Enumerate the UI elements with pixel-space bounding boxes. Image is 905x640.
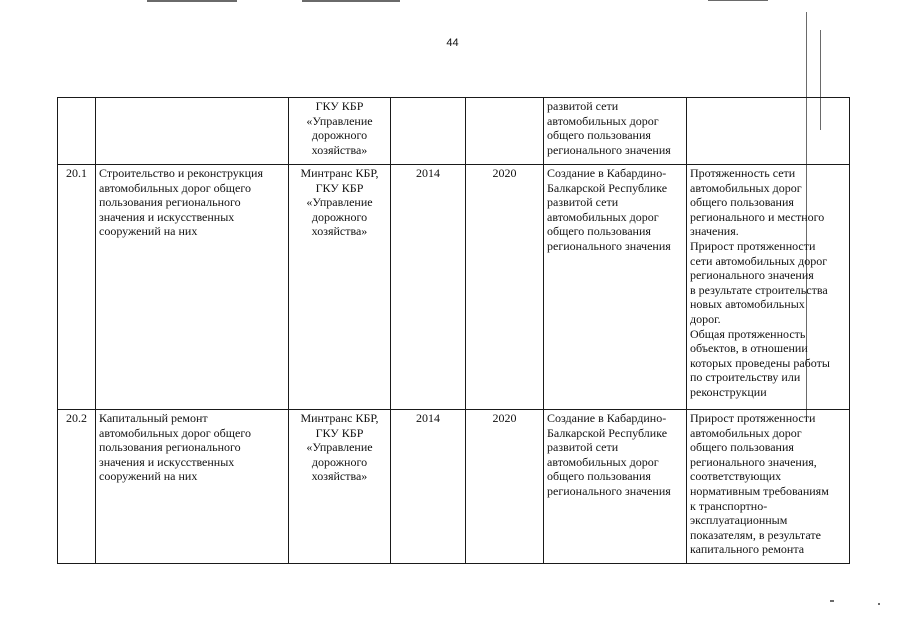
table-row (58, 98, 850, 165)
executor-cell: Минтранс КБР, ГКУ КБР «Управление дорожного хозяйства» (289, 410, 391, 564)
activity-name-cell (96, 98, 289, 165)
table-row (58, 410, 850, 564)
indicator-cell: Протяженность сети автомобильных дорог общего пользования регионального и местного значения. Прирост протяженности сети автомобильных дорог регионального значения в результате строительства новых автомобильных дорог. Общая протяженность объектов, в отношении которых проведены работы по строительству или реконструкции (687, 165, 850, 410)
indicator-cell: Прирост протяженности автомобильных дорог общего пользования регионального значения, соответствующих нормативным требованиям к транспортно- эксплуатационным показателям, в результате капитального ремонта (687, 410, 850, 564)
end-year-cell: 2020 (466, 410, 544, 564)
activity-name-cell: Капитальный ремонт автомобильных дорог общего пользования регионального значения и искусственных сооружений на них (96, 410, 289, 564)
scan-artifact-top-right (708, 0, 768, 1)
row-number-cell: 20.2 (58, 410, 96, 564)
activity-name-cell: Строительство и реконструкция автомобильных дорог общего пользования регионального значения и искусственных сооружений на них (96, 165, 289, 410)
end-year-cell: 2020 (466, 165, 544, 410)
start-year-cell: 2014 (391, 165, 466, 410)
executor-cell: ГКУ КБР «Управление дорожного хозяйства» (289, 98, 391, 165)
row-number-cell (58, 98, 96, 165)
page-number: 44 (446, 37, 459, 49)
indicator-cell (687, 98, 850, 165)
start-year-cell (391, 98, 466, 165)
end-year-cell (466, 98, 544, 165)
scan-artifact-bottom-right-speck-2 (878, 603, 880, 605)
row-number-cell: 20.1 (58, 165, 96, 410)
start-year-cell: 2014 (391, 410, 466, 564)
scan-artifact-bottom-right-speck (830, 600, 834, 602)
executor-cell: Минтранс КБР, ГКУ КБР «Управление дорожного хозяйства» (289, 165, 391, 410)
scan-artifact-top-center (302, 0, 400, 2)
expected-result-cell: Создание в Кабардино- Балкарской Республике развитой сети автомобильных дорог общего пользования регионального значения (544, 165, 687, 410)
program-activities-table (57, 97, 850, 564)
expected-result-cell: развитой сети автомобильных дорог общего пользования регионального значения (544, 98, 687, 165)
scan-artifact-top-left (147, 0, 237, 2)
expected-result-cell: Создание в Кабардино- Балкарской Республике развитой сети автомобильных дорог общего пользования регионального значения (544, 410, 687, 564)
table-row (58, 165, 850, 410)
